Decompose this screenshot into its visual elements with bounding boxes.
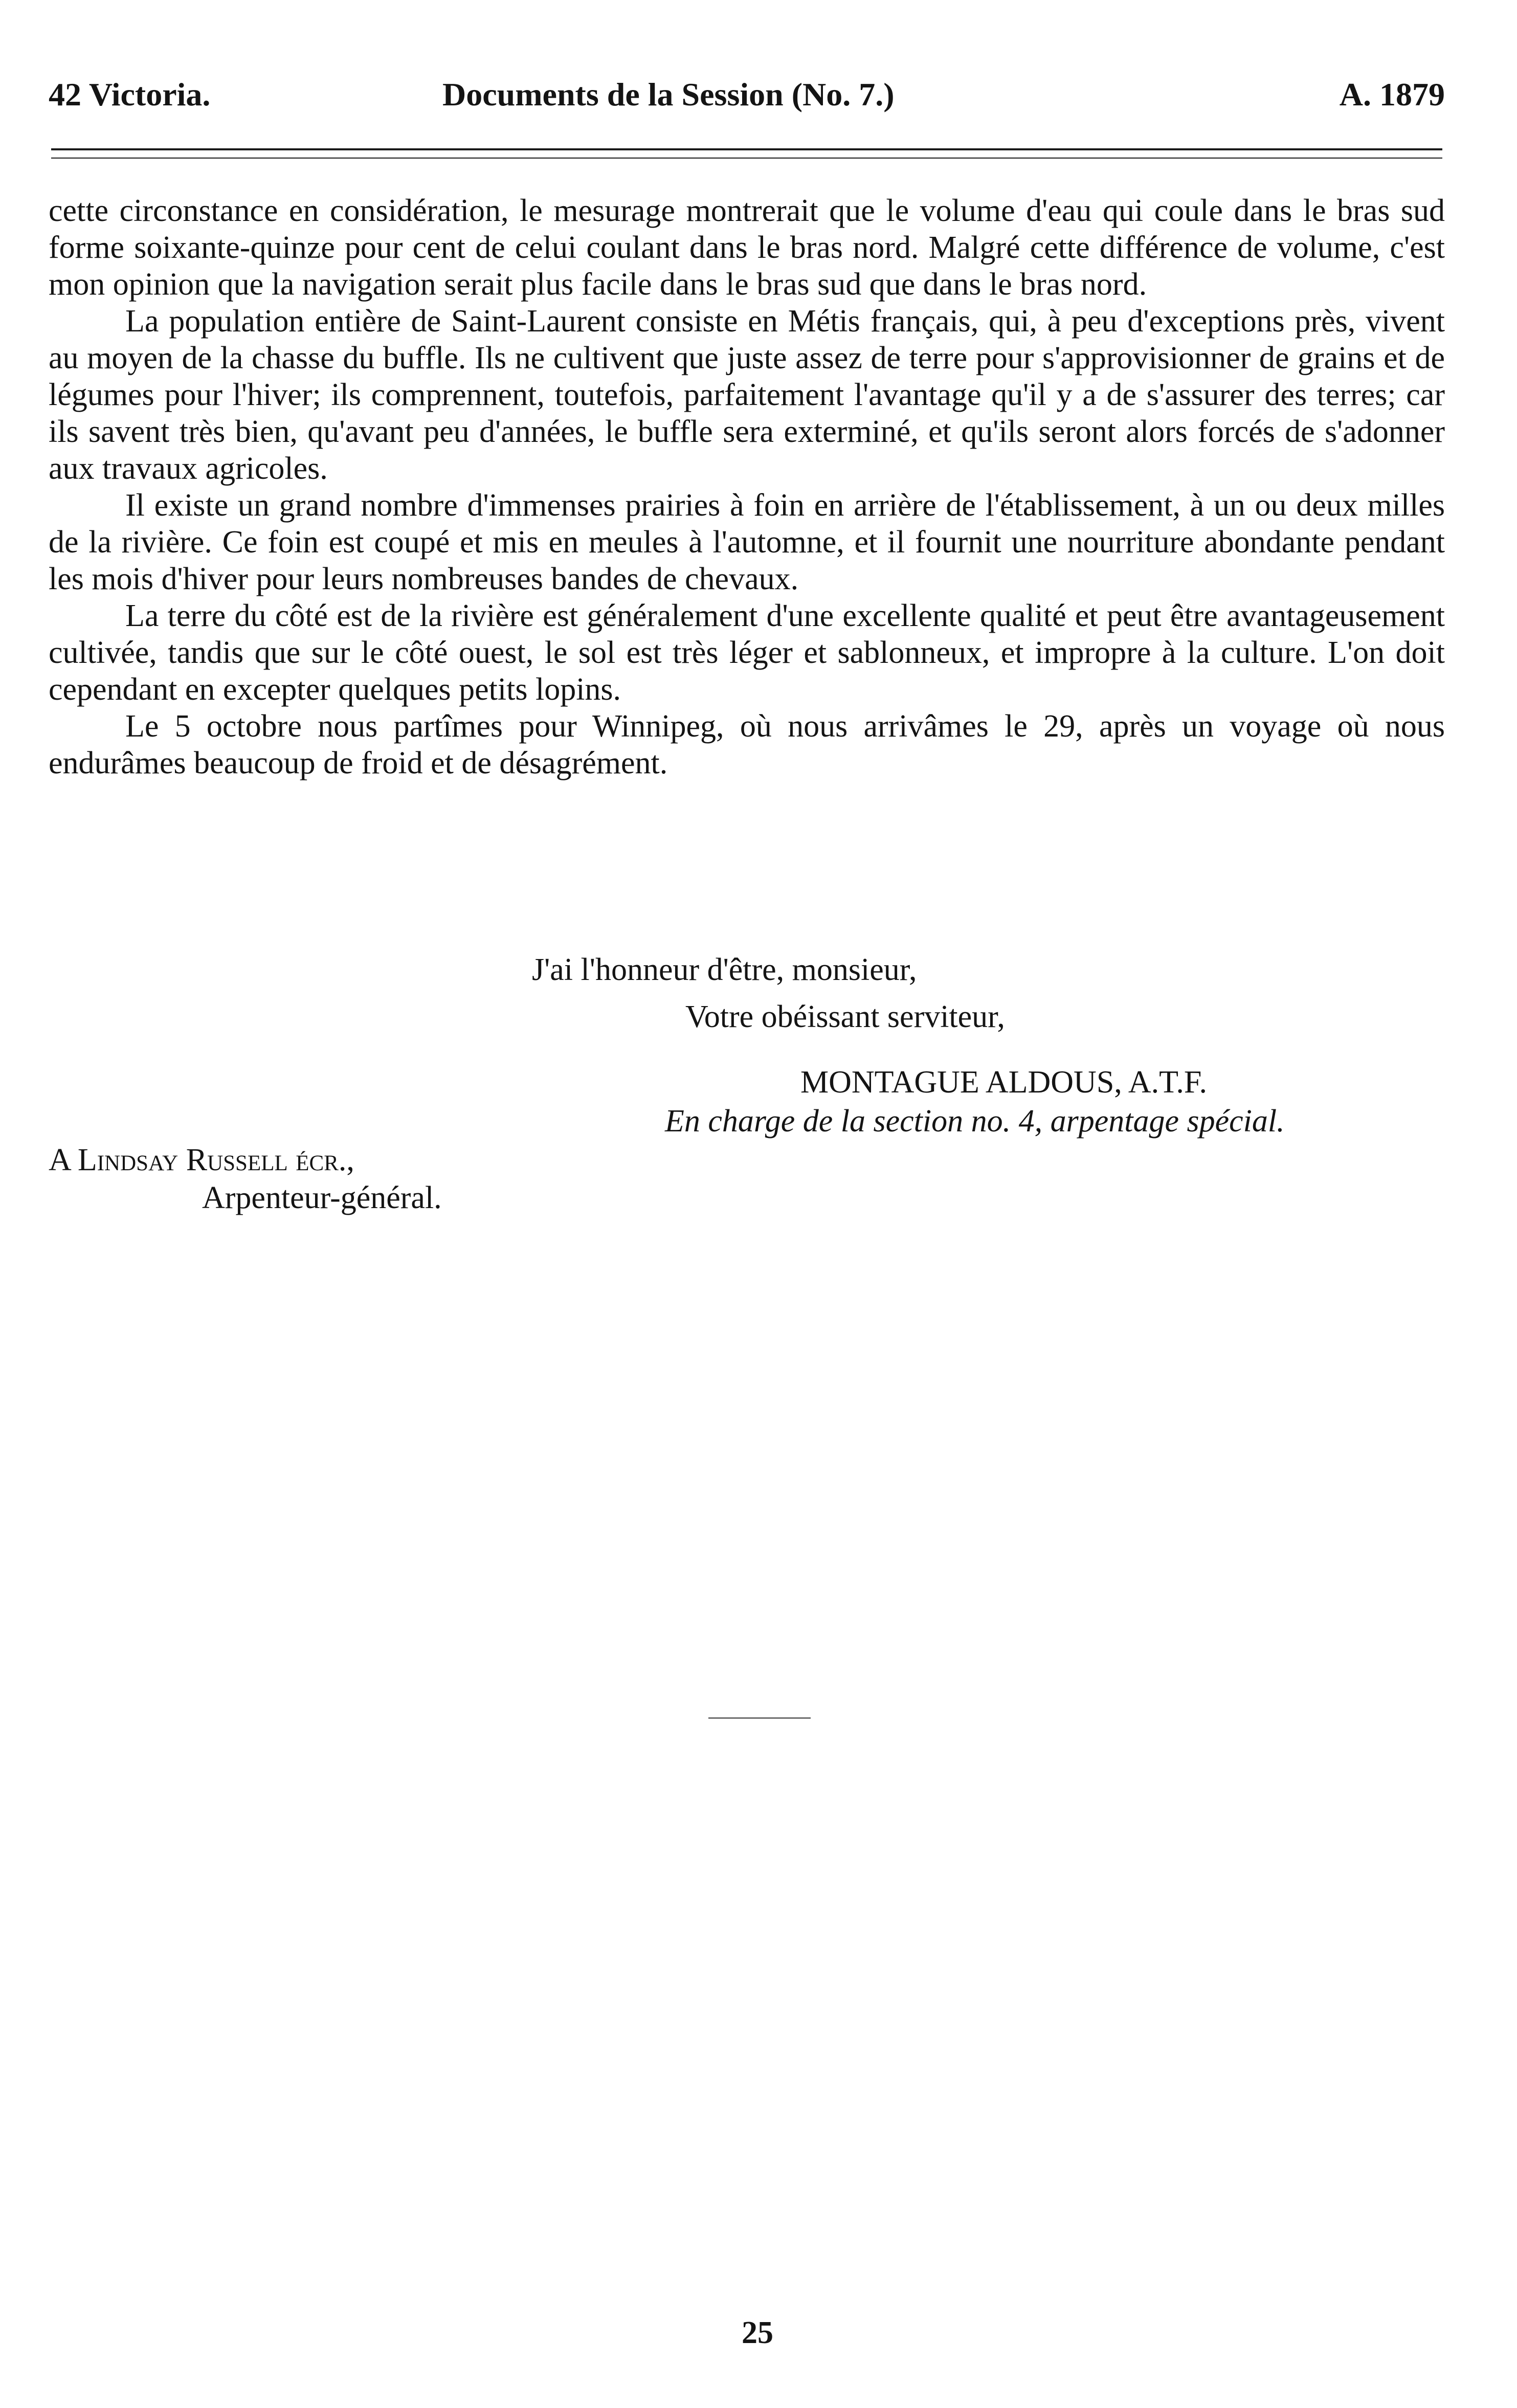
header-document-title: Documents de la Session (No. 7.) [442,76,895,113]
header-rule-bottom [51,158,1442,159]
paragraph-population: La population entière de Saint-Laurent consiste en Métis français, qui, à peu d'exceptions près, vivent au moyen de la chasse du buffle. Ils ne cultivent que juste assez de terre pour s'approvisionner de grains et de légumes pour l'hiver; ils comprennent, toutefois, parfaitement l'avantage qu'il y a de s'assurer des terres; car ils savent très bien, qu'avant peu d'années, le buffle sera exterminé, et qu'ils seront alors forcés de s'adonner aux travaux agricoles. [49,304,1445,486]
paragraph-soil: La terre du côté est de la rivière est généralement d'une excellente qualité et peut être avantageusement cultivée, tandis que sur le côté ouest, le sol est très léger et sablonneux, et impropre à la culture. L'on doit cependant en excepter quelques petits lopins. [49,598,1445,707]
page-number: 25 [742,2315,773,2350]
section-divider [708,1718,811,1719]
header-year: A. 1879 [1339,76,1445,113]
header-rule-top [51,148,1442,150]
body-text [49,192,1445,782]
paragraph-departure: Le 5 octobre nous partîmes pour Winnipeg, où nous arrivâmes le 29, après un voyage où nous endurâmes beaucoup de froid et de désagrément. [49,709,1445,781]
signature-title: En charge de la section no. 4, arpentage spécial. [665,1104,1285,1139]
running-header [49,72,1445,118]
complimentary-close: Votre obéissant serviteur, [685,999,1005,1034]
addressee-name: A Lindsay Russell écr., [49,1143,354,1177]
salutation: J'ai l'honneur d'être, monsieur, [532,952,917,987]
addressee-title: Arpenteur-général. [202,1180,442,1215]
signature: MONTAGUE ALDOUS, A.T.F. [800,1065,1207,1100]
paragraph-continuation: cette circonstance en considération, le mesurage montrerait que le volume d'eau qui coule dans le bras sud forme soixante-quinze pour cent de celui coulant dans le bras nord. Malgré cette différence de volume, c'est mon opinion que la navigation serait plus facile dans le bras sud que dans le bras nord. [49,193,1445,302]
header-regnal-year: 42 Victoria. [49,76,211,113]
paragraph-prairies: Il existe un grand nombre d'immenses prairies à foin en arrière de l'établissement, à un ou deux milles de la rivière. Ce foin est coupé et mis en meules à l'automne, et il fournit une nourriture abondante pendant les mois d'hiver pour leurs nombreuses bandes de chevaux. [49,488,1445,596]
